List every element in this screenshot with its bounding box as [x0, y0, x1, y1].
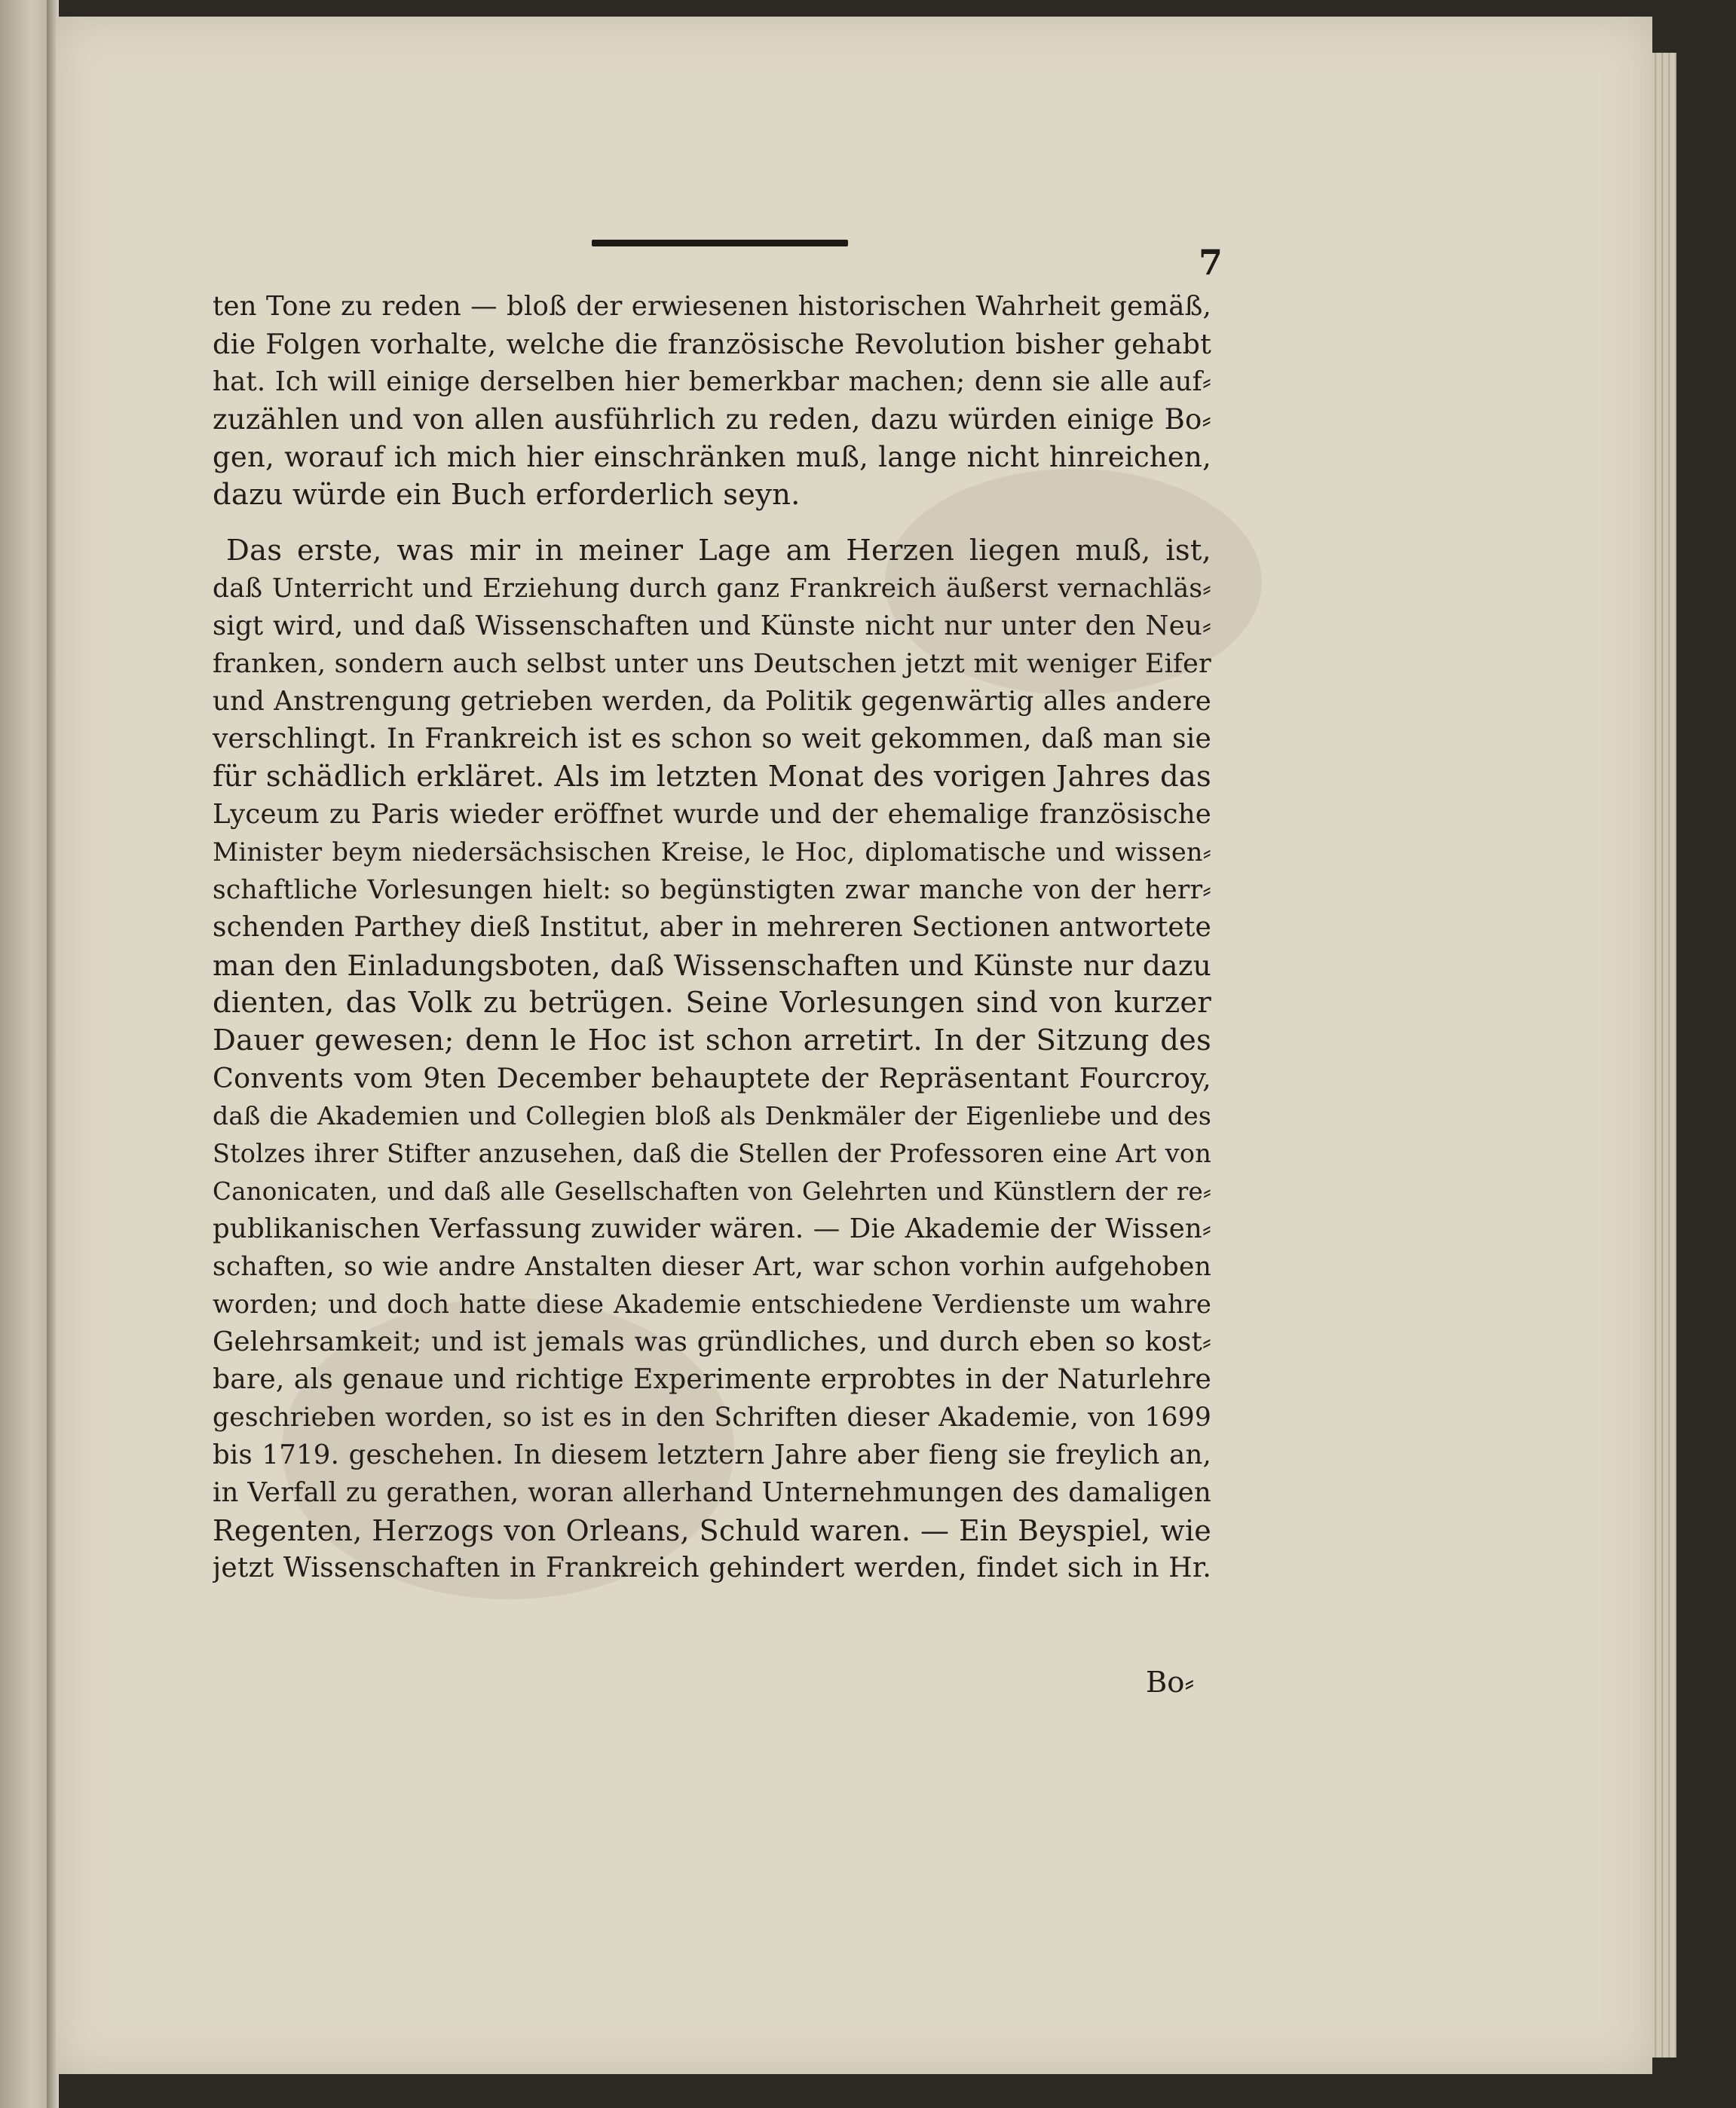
text-line: Gelehrsamkeit; und ist jemals was gründliches, und durch eben so kost⸗ — [213, 1326, 1211, 1357]
facing-page-edge — [0, 0, 53, 2108]
text-line: hat. Ich will einige derselben hier bemerkbar machen; denn sie alle auf⸗ — [213, 366, 1211, 397]
text-line: zuzählen und von allen ausführlich zu reden, dazu würden einige Bo⸗ — [213, 403, 1211, 436]
body-text — [213, 288, 1211, 1587]
page-number: 7 — [1199, 242, 1223, 283]
text-line: die Folgen vorhalte, welche die französische Revolution bisher gehabt — [213, 328, 1211, 360]
text-line: gen, worauf ich mich hier einschränken muß, lange nicht hinreichen, — [213, 441, 1211, 473]
text-line: Minister beym niedersächsischen Kreise, le Hoc, diplomatische und wissen⸗ — [213, 837, 1211, 867]
text-line: in Verfall zu gerathen, woran allerhand Unternehmungen des damaligen — [213, 1477, 1211, 1508]
text-line: bis 1719. geschehen. In diesem letztern Jahre aber fieng sie freylich an, — [213, 1439, 1211, 1470]
text-line: schaftliche Vorlesungen hielt: so begünstigten zwar manche von der herr⸗ — [213, 875, 1211, 905]
text-line: bare, als genaue und richtige Experimente erprobtes in der Naturlehre — [213, 1364, 1211, 1395]
text-line: ten Tone zu reden — bloß der erwiesenen historischen Wahrheit gemäß, — [213, 291, 1211, 322]
paragraph-gap — [213, 514, 1211, 532]
text-line: Canonicaten, und daß alle Gesellschaften von Gelehrten und Künstlern der re⸗ — [213, 1177, 1211, 1206]
text-line: worden; und doch hatte diese Akademie entschiedene Verdienste um wahre — [213, 1290, 1211, 1319]
text-line: Das erste, was mir in meiner Lage am Herzen liegen muß, ist, — [226, 534, 1211, 568]
text-line: jetzt Wissenschaften in Frankreich gehindert werden, findet sich in Hr. — [213, 1553, 1211, 1583]
text-line: sigt wird, und daß Wissenschaften und Künste nicht nur unter den Neu⸗ — [213, 610, 1211, 641]
text-line: daß Unterricht und Erziehung durch ganz Frankreich äußerst vernachläs⸗ — [213, 574, 1211, 604]
text-line: dazu würde ein Buch erforderlich seyn. — [213, 478, 801, 512]
text-line: schenden Parthey dieß Institut, aber in mehreren Sectionen antwortete — [213, 912, 1211, 943]
text-line: daß die Akademien und Collegien bloß als Denkmäler der Eigenliebe und des — [213, 1101, 1211, 1130]
text-line: Convents vom 9ten December behauptete der Repräsentant Fourcroy, — [213, 1062, 1211, 1094]
text-line: schaften, so wie andre Anstalten dieser Art, war schon vorhin aufgehoben — [213, 1252, 1211, 1282]
text-line: für schädlich erkläret. Als im letzten Monat des vorigen Jahres das — [213, 760, 1211, 794]
text-line: und Anstrengung getrieben werden, da Politik gegenwärtig alles andere — [213, 686, 1211, 717]
header-rule — [592, 240, 848, 246]
text-line: franken, sondern auch selbst unter uns Deutschen jetzt mit weniger Eifer — [213, 649, 1211, 679]
text-line: verschlingt. In Frankreich ist es schon so weit gekommen, daß man sie — [213, 724, 1211, 754]
text-line: Stolzes ihrer Stifter anzusehen, daß die Stellen der Professoren eine Art von — [213, 1139, 1211, 1168]
text-line: publikanischen Verfassung zuwider wären. — Die Akademie der Wissen⸗ — [213, 1213, 1211, 1244]
text-line: Regenten, Herzogs von Orleans, Schuld waren. — Ein Beyspiel, wie — [213, 1514, 1211, 1547]
text-line: Lyceum zu Paris wieder eröffnet wurde und der ehemalige französische — [213, 799, 1211, 830]
catchword: Bo⸗ — [1146, 1666, 1195, 1700]
text-line: geschrieben worden, so ist es in den Schriften dieser Akademie, von 1699 — [213, 1403, 1211, 1433]
text-line: man den Einladungsboten, daß Wissenschaften und Künste nur dazu — [213, 949, 1211, 982]
paragraph — [213, 532, 1211, 1587]
text-line: Dauer gewesen; denn le Hoc ist schon arretirt. In der Sitzung des — [213, 1023, 1211, 1057]
paragraph — [213, 288, 1211, 514]
text-line: dienten, das Volk zu betrügen. Seine Vorlesungen sind von kurzer — [213, 986, 1211, 1020]
